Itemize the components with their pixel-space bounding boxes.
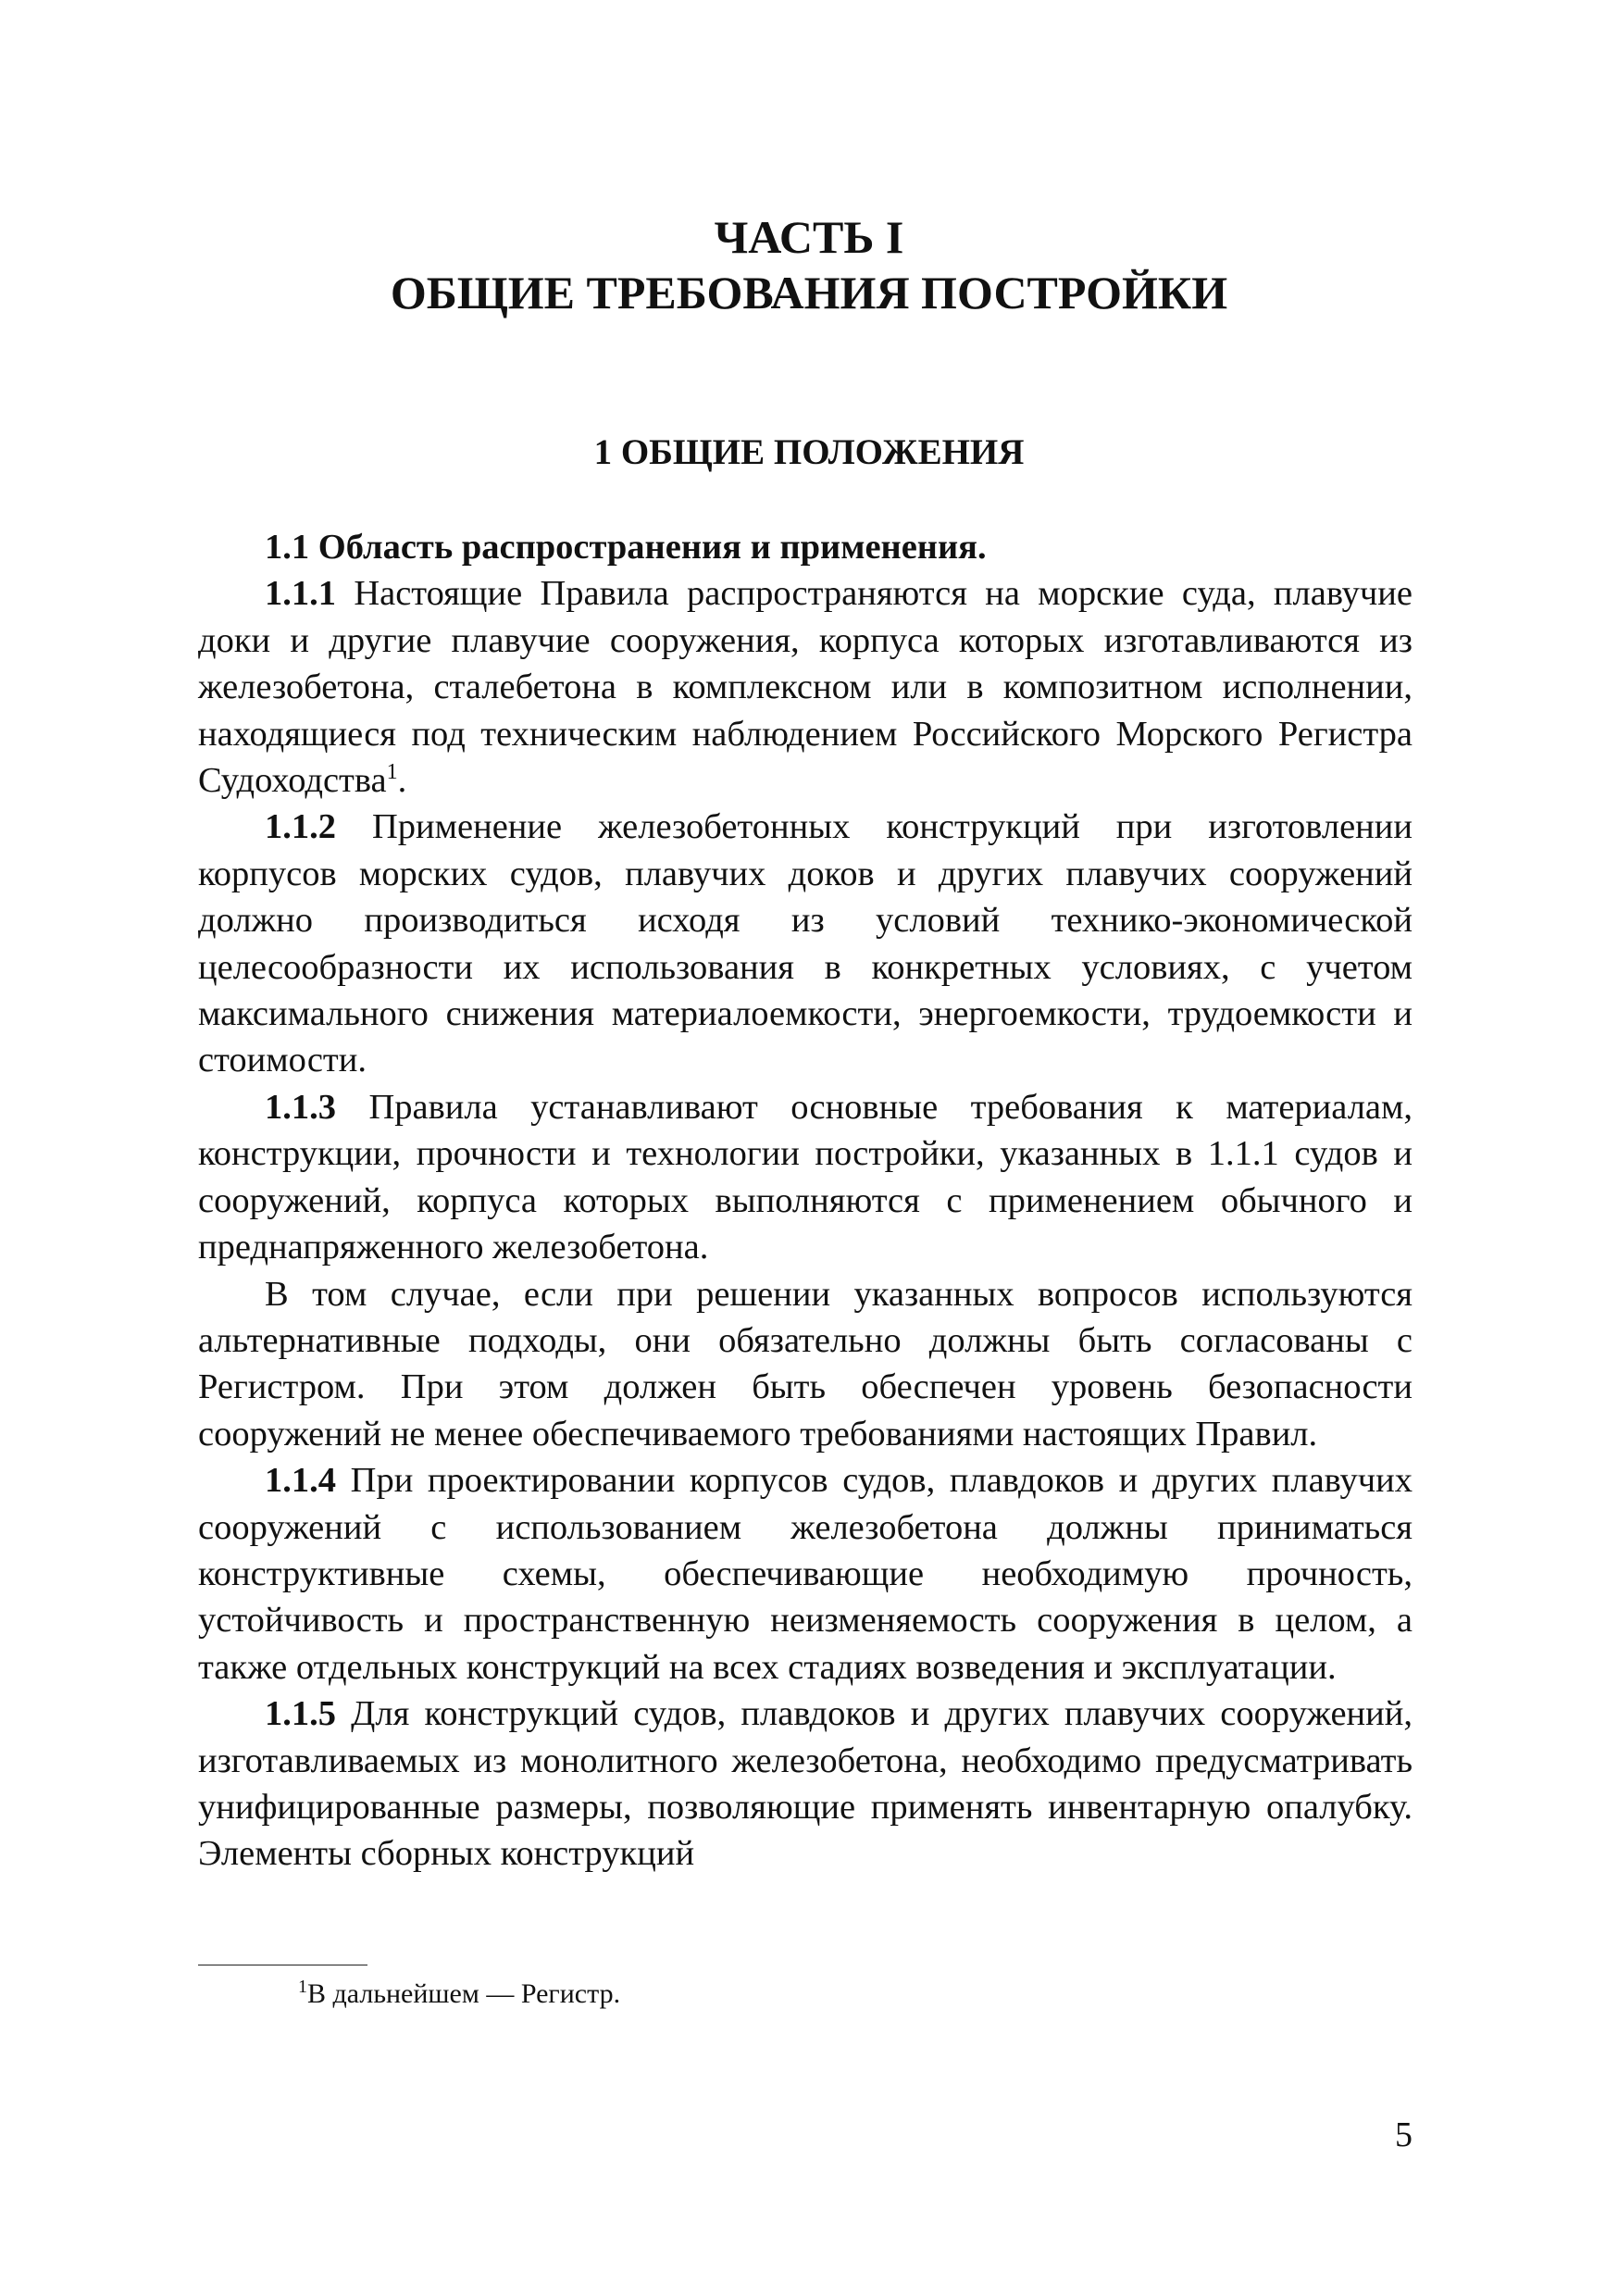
- section-heading: 1.1 Область распространения и применения.: [265, 528, 987, 567]
- paragraph-1-1-4: [198, 1457, 1413, 1691]
- paragraph-text: Настоящие Правила распространяются на морские суда, плавучие доки и другие плавучие сооружения, корпуса которых изготавливаются из железобетона, сталебетона в комплексном или в композитном исполнении, находящиеся под техническим наблюдением Российского Морского Регистра Судоходства: [198, 574, 1413, 801]
- footnote-text: В дальнейшем — Регистр.: [307, 1978, 621, 2009]
- paragraph-1-1-2: [198, 804, 1413, 1083]
- clause-number: 1.1.3: [265, 1087, 336, 1127]
- paragraph-tail: .: [397, 761, 407, 801]
- body-text: [198, 524, 1413, 1878]
- page-number: 5: [1395, 2115, 1413, 2154]
- paragraph-text: Применение железобетонных конструкций при изготовлении корпусов морских судов, плавучих доков и других плавучих сооружений должно производиться исходя из условий технико-экономической целесообразности их использования в конкретных условиях, с учетом максимального снижения материалоемкости, энергоемкости, трудоемкости и стоимости.: [198, 807, 1413, 1080]
- part-title: ЧАСТЬ I: [714, 211, 904, 263]
- paragraph-1-1-5: [198, 1691, 1413, 1878]
- paragraph-1-1-3: [198, 1084, 1413, 1271]
- paragraph-text: Для конструкций судов, плавдоков и других плавучих сооружений, изготавливаемых из монолитного железобетона, необходимо предусматривать унифицированные размеры, позволяющие применять инвентарную опалубку. Элементы сборных конструкций: [198, 1694, 1413, 1874]
- clause-number: 1.1.5: [265, 1694, 336, 1734]
- part-subtitle: ОБЩИЕ ТРЕБОВАНИЯ ПОСТРОЙКИ: [390, 267, 1228, 318]
- chapter-heading: 1 ОБЩИЕ ПОЛОЖЕНИЯ: [593, 432, 1025, 472]
- clause-number: 1.1.2: [265, 807, 336, 847]
- footnote-reference: 1: [386, 760, 398, 785]
- paragraph-text: При проектировании корпусов судов, плавдоков и других плавучих сооружений с использованием железобетона должны приниматься конструктивные схемы, обеспечивающие необходимую прочность, устойчивость и пространственную неизменяемость сооружения в целом, а также отдельных конструкций на всех стадиях возведения и эксплуатации.: [198, 1461, 1413, 1687]
- footnote: [298, 1976, 620, 2013]
- footnote-mark: 1: [298, 1977, 307, 1997]
- paragraph-text: В том случае, если при решении указанных вопросов используются альтернативные подходы, они обязательно должны быть согласованы с Регистром. При этом должен быть обеспечен уровень безопасности сооружений не менее обеспечиваемого требованиями настоящих Правил.: [198, 1274, 1413, 1454]
- clause-number: 1.1.1: [265, 574, 336, 614]
- paragraph-text: Правила устанавливают основные требования к материалам, конструкции, прочности и технологии постройки, указанных в 1.1.1 судов и сооружений, корпуса которых выполняются с применением обычного и преднапряженного железобетона.: [198, 1087, 1413, 1267]
- paragraph-1-1-3-continued: [198, 1271, 1413, 1458]
- paragraph-1-1-1: [198, 570, 1413, 804]
- clause-number: 1.1.4: [265, 1461, 336, 1501]
